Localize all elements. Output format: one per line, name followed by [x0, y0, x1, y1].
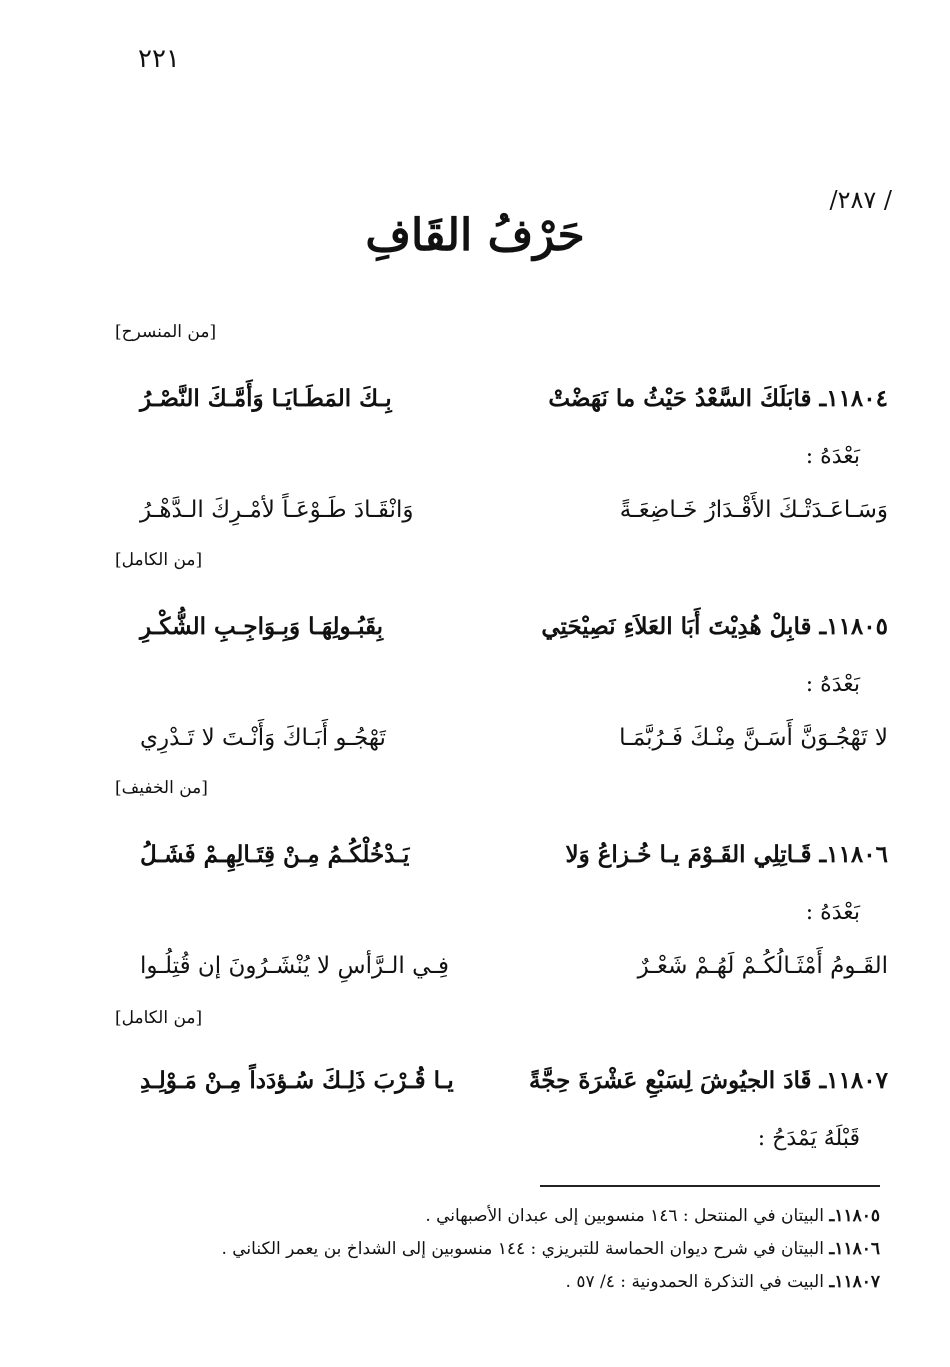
source-page-marker: / ٢٨٧/	[829, 186, 892, 214]
verse-second-hemistich: يـا قُـرْبَ ذَلِـكَ سُـؤدَداً مِـنْ مَـوْلِـدِ	[140, 1066, 454, 1094]
footnote-divider	[540, 1185, 880, 1187]
verse-first-text: قابَلَكَ السَّعْدُ حَيْثُ ما نَهَضْتْ	[548, 384, 812, 412]
footnote	[90, 1233, 880, 1266]
footnote-number: ١١٨٠٥ـ	[829, 1206, 880, 1226]
note-label: بَعْدَهُ :	[805, 900, 860, 925]
footnote-text: البيتان في شرح ديوان الحماسة للتبريزي : ١٤٤ منسوبين إلى الشداخ بن يعمر الكناني .	[221, 1239, 824, 1259]
meter-label: [من الكامل]	[115, 1008, 203, 1028]
verse-first-hemistich	[529, 1067, 888, 1094]
verse-first-hemistich	[548, 385, 888, 412]
verse-first-hemistich: لا تَهْجُـوَنَّ أَسَـنَّ مِنْـكَ فَـرُبَّمَـا	[619, 725, 888, 751]
verse-second-hemistich: يَـدْخُلْكُـمُ مِـنْ قِتَـالِهِـمْ فَشَـلُ	[140, 840, 410, 868]
verse-first-text: قَادَ الجيُوشَ لِسَبْعِ عَشْرَةَ حِجَّةً	[528, 1066, 812, 1094]
footnotes	[90, 1200, 880, 1299]
verse-second-hemistich: بِـكَ المَطَـايَـا وَأَمَّـكَ النَّصْـرُ	[140, 384, 392, 412]
verse-first-hemistich: وَسَـاعَـدَتْـكَ الأَقْـدَارُ خَـاضِعَـةً	[619, 497, 888, 523]
verse-number: ١١٨٠٤ـ	[819, 384, 888, 412]
verse-first-hemistich	[541, 613, 888, 640]
verse-first-text: قابِلْ هُدِيْتَ أَبَا العَلاَءِ نَصِيْحَتِي	[541, 612, 812, 640]
footnote	[90, 1200, 880, 1233]
verse-1806	[140, 834, 888, 874]
meter-label: [من الكامل]	[115, 550, 203, 570]
verse-1807	[140, 1060, 888, 1100]
verse-1804	[140, 378, 888, 418]
footnote-text: البيت في التذكرة الحمدونية : ٤/ ٥٧ .	[565, 1272, 824, 1292]
footnote-text: البيتان في المنتحل : ١٤٦ منسوبين إلى عبدان الأصبهاني .	[425, 1206, 824, 1226]
footnote-number: ١١٨٠٦ـ	[829, 1239, 880, 1259]
verse-second-hemistich: وَانْقَـادَ طَـوْعَـاً لأمْـرِكَ الـدَّهْـرُ	[140, 497, 414, 523]
meter-label: [من الخفيف]	[115, 778, 208, 798]
followup-verse	[140, 946, 888, 986]
note-label: بَعْدَهُ :	[805, 444, 860, 469]
footnote-number: ١١٨٠٧ـ	[829, 1272, 880, 1292]
verse-second-hemistich: بِقَبُـولِهَـا وَبِـوَاجِـبِ الشُّكْـرِ	[140, 612, 384, 640]
note-label: قَبْلَهُ يَمْدَحُ :	[757, 1126, 860, 1151]
verse-number: ١١٨٠٥ـ	[819, 612, 888, 640]
verse-number: ١١٨٠٧ـ	[819, 1066, 888, 1094]
footnote	[90, 1266, 880, 1299]
note-label: بَعْدَهُ :	[805, 672, 860, 697]
verse-first-hemistich: القَـومُ أَمْثَـالُكُـمْ لَهُـمْ شَعْـرٌ	[637, 953, 888, 979]
meter-label: [من المنسرح]	[115, 322, 217, 342]
verse-first-text: قَـاتِلِي القَـوْمَ يـا خُـزاعُ وَلا	[565, 840, 812, 868]
verse-first-hemistich	[565, 841, 888, 868]
verse-second-hemistich: فِـي الـرَّأسِ لا يُنْشَـرُونَ إن قُتِلُـوا	[140, 953, 449, 979]
verse-number: ١١٨٠٦ـ	[819, 840, 888, 868]
followup-verse	[140, 490, 888, 530]
followup-verse	[140, 718, 888, 758]
verse-1805	[140, 606, 888, 646]
verse-second-hemistich: تَهْجُـو أَبَـاكَ وَأَنْـتَ لا تَـدْرِي	[140, 725, 386, 751]
page-number: ٢٢١	[138, 44, 180, 74]
chapter-title: حَرْفُ القَافِ	[365, 210, 585, 261]
